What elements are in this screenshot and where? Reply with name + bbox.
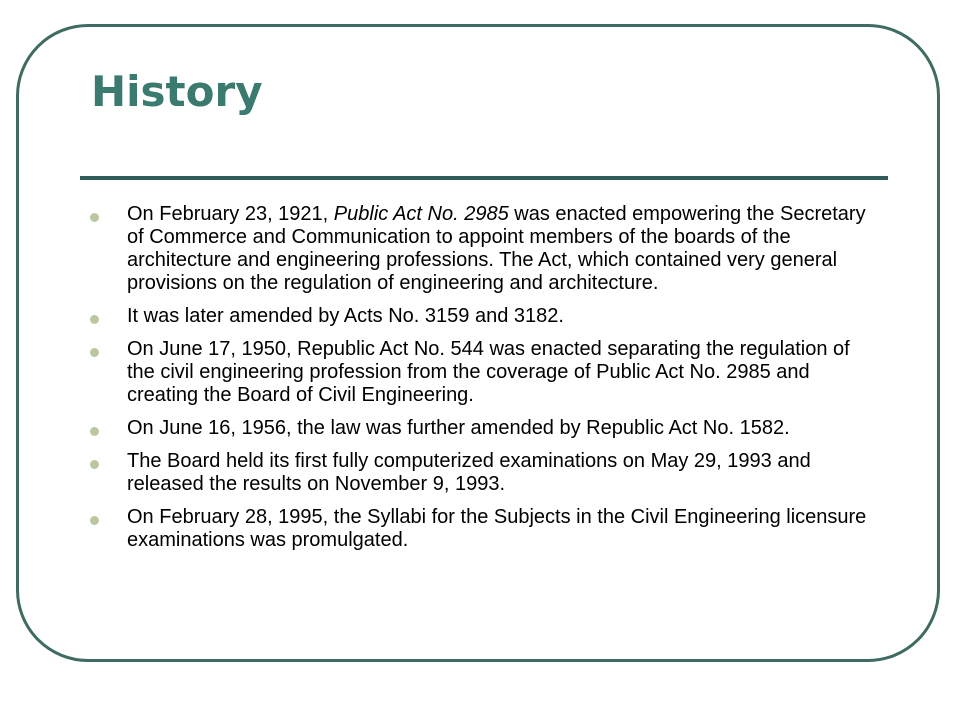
title-divider	[80, 176, 888, 180]
slide-title: History	[91, 67, 263, 116]
bullet-text: On June 16, 1956, the law was further amended by Republic Act No. 1582.	[127, 417, 790, 439]
bullet-dot-icon	[90, 516, 99, 525]
bullet-text-emphasis: Public Act No. 2985	[333, 203, 509, 225]
bullet-text-post: was enacted empowering the Secretary of Commerce and Communication to appoint members of the boards of the architecture and engineering professions. The Act, which contained very general provisions on the regulation of engineering and architecture.	[127, 203, 866, 294]
bullet-text: It was later amended by Acts No. 3159 and 3182.	[127, 305, 564, 327]
bullet-item	[90, 450, 880, 496]
bullet-item	[90, 203, 880, 295]
bullet-text	[127, 203, 866, 294]
bullet-item	[90, 305, 880, 328]
bullet-list	[90, 203, 880, 562]
bullet-text-pre: On February 23, 1921,	[127, 203, 334, 225]
bullet-item	[90, 417, 880, 440]
bullet-text: The Board held its first fully computerized examinations on May 29, 1993 and released the results on November 9, 1993.	[127, 450, 811, 495]
bullet-dot-icon	[90, 427, 99, 436]
bullet-dot-icon	[90, 348, 99, 357]
bullet-dot-icon	[90, 460, 99, 469]
bullet-item	[90, 506, 880, 552]
bullet-text: On February 28, 1995, the Syllabi for the Subjects in the Civil Engineering licensure examinations was promulgated.	[127, 506, 867, 551]
bullet-text: On June 17, 1950, Republic Act No. 544 was enacted separating the regulation of the civil engineering profession from the coverage of Public Act No. 2985 and creating the Board of Civil Engineering.	[127, 338, 850, 406]
bullet-dot-icon	[90, 315, 99, 324]
bullet-dot-icon	[90, 213, 99, 222]
bullet-item	[90, 338, 880, 407]
